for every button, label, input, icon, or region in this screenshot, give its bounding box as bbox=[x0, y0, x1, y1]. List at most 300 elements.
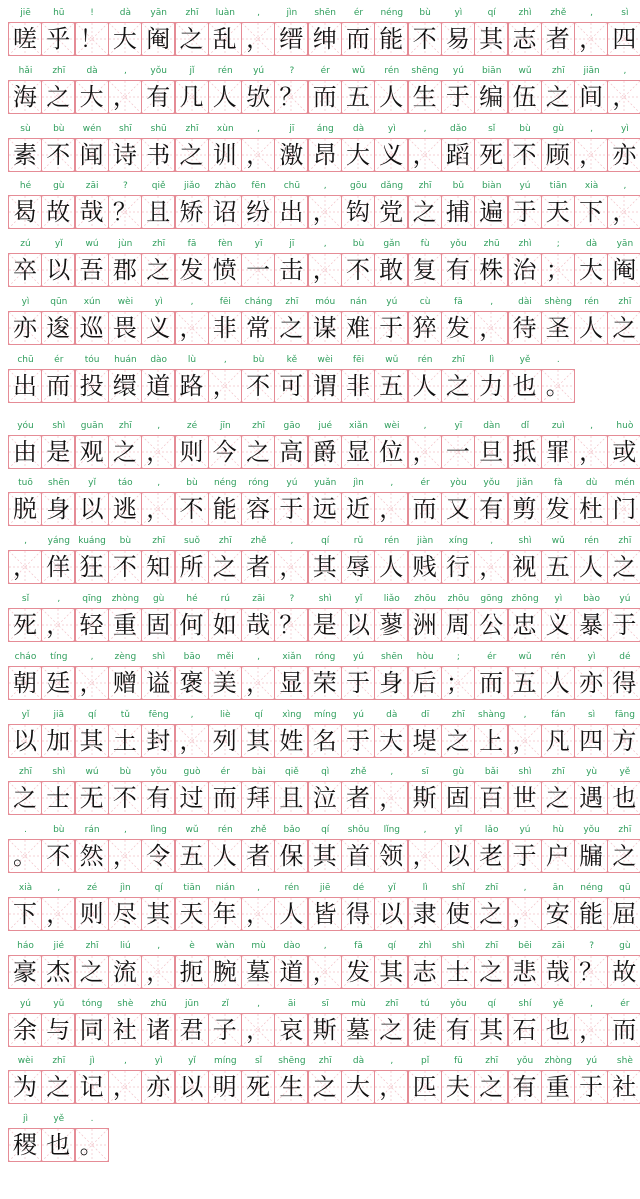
tianzige-grid-cell bbox=[341, 781, 375, 815]
pinyin-label: rén bbox=[384, 65, 400, 76]
hanzi-character: 豪 bbox=[13, 957, 37, 986]
hanzi-character: 哉 bbox=[246, 611, 271, 639]
pinyin-label: yǒu bbox=[150, 65, 167, 76]
pinyin-label: zhī bbox=[618, 825, 632, 836]
hanzi-character: 凡 bbox=[545, 726, 570, 755]
pinyin-label: qū bbox=[619, 883, 631, 893]
hanzi-character: 徒 bbox=[412, 1015, 437, 1044]
pinyin-label: fán bbox=[551, 709, 566, 720]
tianzige-grid-cell bbox=[241, 781, 275, 815]
pinyin-label: zhī bbox=[52, 65, 66, 76]
hanzi-character: 者 bbox=[545, 25, 570, 53]
hanzi-character: 遇 bbox=[579, 784, 604, 813]
hanzi-character: 为 bbox=[13, 1073, 37, 1102]
hanzi-character: 屈 bbox=[612, 900, 637, 928]
hanzi-character: 圣 bbox=[545, 314, 570, 342]
hanzi-character: 与 bbox=[46, 1015, 71, 1044]
pinyin-label: wǔ bbox=[518, 651, 532, 662]
hanzi-character: 之 bbox=[46, 1073, 71, 1102]
tianzige-grid-cell bbox=[274, 311, 308, 345]
hanzi-character: 不 bbox=[246, 371, 271, 400]
tianzige-grid-cell bbox=[208, 781, 242, 815]
tianzige-grid-cell bbox=[408, 1070, 442, 1104]
tianzige-grid-cell bbox=[508, 1013, 542, 1047]
hanzi-character: 易 bbox=[445, 25, 470, 53]
pinyin-label: wèi bbox=[384, 420, 400, 431]
tianzige-grid-cell bbox=[241, 311, 275, 345]
tianzige-grid-cell bbox=[341, 608, 375, 642]
pinyin-label: xíng bbox=[448, 536, 469, 547]
tianzige-grid-cell bbox=[141, 1070, 175, 1104]
hanzi-character: 志 bbox=[412, 957, 437, 986]
pinyin-label: bào bbox=[583, 594, 600, 604]
tianzige-grid-cell bbox=[341, 22, 375, 56]
tianzige-grid-cell bbox=[175, 839, 209, 873]
pinyin-label: ; bbox=[456, 651, 460, 662]
hanzi-character: ， bbox=[146, 495, 171, 524]
tianzige-grid-cell bbox=[41, 80, 75, 114]
pinyin-label: áng bbox=[316, 123, 334, 134]
tianzige-grid-cell bbox=[8, 839, 42, 873]
pinyin-label: bǎi bbox=[484, 767, 499, 778]
tianzige-grid-cell bbox=[141, 955, 175, 989]
hanzi-character: 能 bbox=[579, 900, 604, 928]
tianzige-grid-cell bbox=[341, 724, 375, 758]
hanzi-character: 美 bbox=[212, 668, 237, 697]
tianzige-grid-cell bbox=[474, 311, 508, 345]
hanzi-character: 辱 bbox=[346, 553, 370, 582]
hanzi-character: 其 bbox=[312, 842, 337, 871]
hanzi-character: 之 bbox=[212, 553, 237, 582]
tianzige-grid-cell bbox=[374, 80, 408, 114]
hanzi-character: 敢 bbox=[379, 256, 404, 285]
pinyin-label: jūn bbox=[185, 998, 199, 1009]
tianzige-grid-cell bbox=[441, 369, 475, 403]
pinyin-label: yú bbox=[519, 181, 531, 192]
pinyin-label: shèng bbox=[544, 297, 572, 307]
hanzi-character: 土 bbox=[112, 726, 137, 755]
tianzige-grid-cell bbox=[108, 435, 142, 469]
hanzi-character: ， bbox=[412, 437, 437, 466]
pinyin-label: néng bbox=[380, 8, 404, 18]
hanzi-character: 其 bbox=[246, 726, 271, 755]
pinyin-label: shì bbox=[52, 420, 66, 431]
tianzige-grid-cell bbox=[374, 22, 408, 56]
tianzige-grid-cell bbox=[508, 550, 542, 584]
hanzi-character: 然 bbox=[79, 842, 104, 871]
hanzi-character: 以 bbox=[379, 900, 404, 928]
hanzi-character: 泣 bbox=[312, 784, 337, 813]
hanzi-character: 皆 bbox=[312, 900, 337, 928]
pinyin-label: jùn bbox=[118, 239, 133, 250]
tianzige-grid-cell bbox=[208, 138, 242, 172]
pinyin-label: guò bbox=[183, 767, 201, 778]
hanzi-character: 远 bbox=[312, 495, 337, 524]
pinyin-label: shǒu bbox=[347, 825, 370, 836]
hanzi-character: 有 bbox=[445, 256, 470, 285]
hanzi-character: 闻 bbox=[79, 140, 104, 169]
tianzige-grid-cell bbox=[175, 369, 209, 403]
tianzige-grid-cell bbox=[607, 311, 640, 345]
pinyin-label: dà bbox=[352, 1056, 365, 1067]
pinyin-label: tíng bbox=[50, 651, 68, 662]
hanzi-character: 蹈 bbox=[445, 140, 470, 169]
tianzige-grid-cell bbox=[508, 311, 542, 345]
pinyin-label: yú bbox=[619, 594, 631, 604]
hanzi-character: 于 bbox=[512, 842, 537, 871]
tianzige-grid-cell bbox=[441, 724, 475, 758]
pinyin-label: rǔ bbox=[353, 536, 364, 547]
tianzige-grid-cell bbox=[341, 1013, 375, 1047]
hanzi-character: 发 bbox=[545, 495, 570, 524]
pinyin-label: cháo bbox=[14, 651, 37, 662]
pinyin-label: rén bbox=[584, 297, 599, 307]
hanzi-character: 门 bbox=[612, 495, 637, 524]
hanzi-character: ， bbox=[412, 842, 437, 871]
tianzige-grid-cell bbox=[175, 22, 209, 56]
pinyin-label: zhī bbox=[52, 1056, 66, 1067]
tianzige-grid-cell bbox=[508, 897, 542, 931]
pinyin-label: qūn bbox=[50, 297, 68, 307]
tianzige-grid-cell bbox=[574, 138, 608, 172]
hanzi-character: 素 bbox=[13, 140, 37, 169]
pinyin-label: jì bbox=[22, 1114, 28, 1125]
pinyin-label: qīng bbox=[82, 594, 102, 604]
hanzi-character: 拜 bbox=[246, 784, 271, 813]
hanzi-character: 人 bbox=[379, 82, 404, 111]
hanzi-character: 人 bbox=[412, 371, 437, 400]
pinyin-label: wàn bbox=[216, 940, 235, 951]
hanzi-character: 首 bbox=[346, 842, 370, 871]
pinyin-label: , bbox=[257, 998, 261, 1009]
pinyin-label: zé bbox=[86, 883, 98, 893]
tianzige-grid-cell bbox=[8, 955, 42, 989]
hanzi-character: 亦 bbox=[579, 668, 604, 697]
hanzi-character: 周 bbox=[445, 611, 470, 639]
hanzi-character: 发 bbox=[445, 314, 470, 342]
hanzi-character: 顾 bbox=[545, 140, 570, 169]
tianzige-grid-cell bbox=[41, 138, 75, 172]
hanzi-character: ， bbox=[579, 1015, 604, 1044]
pinyin-label: gōu bbox=[350, 181, 367, 192]
tianzige-grid-cell bbox=[607, 22, 640, 56]
pinyin-label: rén bbox=[584, 536, 599, 547]
hanzi-character: 者 bbox=[246, 553, 271, 582]
hanzi-character: 之 bbox=[79, 957, 104, 986]
tianzige-grid-cell bbox=[408, 369, 442, 403]
hanzi-character: ， bbox=[246, 140, 271, 169]
hanzi-character: 缙 bbox=[279, 25, 304, 53]
tianzige-grid-cell bbox=[308, 138, 342, 172]
tianzige-grid-cell bbox=[175, 1013, 209, 1047]
pinyin-label: yǐ bbox=[21, 709, 30, 720]
hanzi-character: 出 bbox=[13, 371, 37, 400]
hanzi-character: 非 bbox=[346, 371, 370, 400]
tianzige-grid-cell bbox=[175, 253, 209, 287]
hanzi-character: 下 bbox=[579, 198, 604, 227]
hanzi-character: 不 bbox=[179, 495, 204, 524]
tianzige-grid-cell bbox=[341, 897, 375, 931]
hanzi-character: 治 bbox=[512, 256, 537, 285]
hanzi-character: 年 bbox=[212, 900, 237, 928]
hanzi-character: 大 bbox=[379, 726, 404, 755]
hanzi-character: 之 bbox=[612, 553, 637, 582]
hanzi-character: 阉 bbox=[146, 25, 171, 53]
pinyin-label: yú bbox=[253, 65, 265, 76]
tianzige-grid-cell bbox=[41, 608, 75, 642]
tianzige-grid-cell bbox=[241, 608, 275, 642]
hanzi-character: 欤 bbox=[246, 82, 271, 111]
hanzi-character: ， bbox=[179, 726, 204, 755]
tianzige-grid-cell bbox=[175, 781, 209, 815]
hanzi-character: ， bbox=[512, 900, 537, 928]
tianzige-grid-cell bbox=[141, 724, 175, 758]
hanzi-character: 大 bbox=[79, 82, 104, 111]
tianzige-grid-cell bbox=[374, 138, 408, 172]
tianzige-grid-cell bbox=[208, 666, 242, 700]
tianzige-grid-cell bbox=[607, 1013, 640, 1047]
tianzige-grid-cell bbox=[508, 138, 542, 172]
hanzi-character: 五 bbox=[346, 82, 370, 111]
tianzige-grid-cell bbox=[241, 138, 275, 172]
pinyin-label: fū bbox=[453, 1056, 463, 1067]
tianzige-grid-cell bbox=[75, 22, 109, 56]
hanzi-character: 人 bbox=[212, 82, 237, 111]
hanzi-character: 五 bbox=[379, 371, 404, 400]
tianzige-grid-cell bbox=[607, 781, 640, 815]
pinyin-label: shì bbox=[152, 651, 166, 662]
tianzige-grid-cell bbox=[408, 22, 442, 56]
pinyin-label: suǒ bbox=[184, 536, 200, 547]
pinyin-label: , bbox=[590, 998, 594, 1009]
hanzi-character: 于 bbox=[512, 198, 537, 227]
tianzige-grid-cell bbox=[441, 550, 475, 584]
pinyin-label: , bbox=[123, 1056, 127, 1067]
pinyin-label: dà bbox=[352, 123, 365, 134]
tianzige-grid-cell bbox=[208, 897, 242, 931]
pinyin-label: dà bbox=[585, 239, 598, 250]
tianzige-grid-cell bbox=[574, 253, 608, 287]
pinyin-label: bǔ bbox=[452, 181, 465, 192]
pinyin-label: yě bbox=[552, 998, 564, 1009]
pinyin-label: zāi bbox=[551, 940, 565, 951]
pinyin-label: qí bbox=[387, 940, 396, 951]
tianzige-grid-cell bbox=[41, 492, 75, 526]
tianzige-grid-cell bbox=[574, 435, 608, 469]
pinyin-label: yì bbox=[587, 651, 596, 662]
pinyin-label: yī bbox=[254, 239, 263, 250]
pinyin-label: , bbox=[390, 1056, 394, 1067]
pinyin-label: zhī bbox=[152, 239, 166, 250]
tianzige-grid-cell bbox=[541, 724, 575, 758]
tianzige-grid-cell bbox=[607, 897, 640, 931]
tianzige-grid-cell bbox=[75, 1128, 109, 1162]
pinyin-label: dài bbox=[518, 297, 532, 307]
hanzi-character: 生 bbox=[412, 82, 437, 111]
pinyin-label: , bbox=[57, 594, 61, 604]
tianzige-grid-cell bbox=[341, 955, 375, 989]
pinyin-label: biàn bbox=[481, 181, 502, 192]
pinyin-label: yì bbox=[387, 123, 396, 134]
pinyin-label: jiē bbox=[319, 883, 331, 893]
hanzi-character: 也 bbox=[612, 784, 637, 813]
tianzige-grid-cell bbox=[208, 369, 242, 403]
hanzi-character: 之 bbox=[612, 314, 637, 342]
pinyin-label: qí bbox=[321, 825, 330, 836]
pinyin-label: xià bbox=[584, 181, 599, 192]
hanzi-character: 五 bbox=[179, 842, 204, 871]
tianzige-grid-cell bbox=[75, 608, 109, 642]
pinyin-label: dà bbox=[86, 65, 98, 76]
hanzi-character: 重 bbox=[112, 611, 137, 639]
pinyin-label: sī bbox=[421, 767, 429, 778]
pinyin-label: dào bbox=[150, 354, 168, 365]
hanzi-character: ， bbox=[246, 900, 271, 928]
hanzi-character: ？ bbox=[579, 957, 604, 986]
hanzi-character: 哉 bbox=[79, 198, 104, 227]
tianzige-grid-cell bbox=[474, 897, 508, 931]
tianzige-grid-cell bbox=[408, 138, 442, 172]
tianzige-grid-cell bbox=[274, 492, 308, 526]
pinyin-label: zhī bbox=[285, 297, 299, 307]
pinyin-label: qí bbox=[154, 883, 163, 893]
hanzi-character: 以 bbox=[445, 842, 470, 871]
pinyin-label: sì bbox=[621, 8, 629, 18]
hanzi-character: 下 bbox=[13, 900, 37, 928]
pinyin-label: . bbox=[24, 825, 27, 836]
tianzige-grid-cell bbox=[374, 492, 408, 526]
hanzi-character: 贱 bbox=[412, 553, 437, 582]
tianzige-grid-cell bbox=[574, 781, 608, 815]
pinyin-label: jiān bbox=[583, 65, 600, 76]
hanzi-character: 一 bbox=[445, 437, 470, 466]
pinyin-label: měi bbox=[216, 651, 234, 662]
tianzige-grid-cell bbox=[607, 138, 640, 172]
tianzige-grid-cell bbox=[374, 369, 408, 403]
tianzige-grid-cell bbox=[308, 955, 342, 989]
pinyin-label: tuō bbox=[18, 478, 33, 489]
pinyin-label: yú bbox=[352, 651, 365, 662]
pinyin-label: xìng bbox=[282, 709, 302, 720]
pinyin-label: yú bbox=[452, 65, 464, 76]
hanzi-character: 悲 bbox=[512, 957, 537, 986]
hanzi-character: 逃 bbox=[112, 495, 137, 524]
pinyin-label: cù bbox=[419, 297, 431, 307]
hanzi-character: 也 bbox=[46, 1131, 71, 1160]
tianzige-grid-cell bbox=[141, 781, 175, 815]
pinyin-label: jiàn bbox=[416, 536, 434, 547]
hanzi-character: ？ bbox=[279, 611, 304, 639]
tianzige-grid-cell bbox=[441, 22, 475, 56]
hanzi-character: 诗 bbox=[112, 140, 137, 169]
hanzi-character: 之 bbox=[412, 198, 437, 227]
hanzi-character: 所 bbox=[179, 553, 204, 582]
pinyin-label: hé bbox=[186, 594, 198, 604]
tianzige-grid-cell bbox=[175, 492, 209, 526]
tianzige-grid-cell bbox=[541, 897, 575, 931]
hanzi-character: 堤 bbox=[412, 726, 437, 755]
pinyin-label: yān bbox=[150, 8, 167, 18]
tianzige-grid-cell bbox=[341, 839, 375, 873]
pinyin-label: ér bbox=[353, 8, 364, 18]
pinyin-label: , bbox=[323, 940, 327, 951]
hanzi-character: ， bbox=[612, 82, 637, 111]
pinyin-label: huán bbox=[114, 354, 137, 365]
tianzige-grid-cell bbox=[175, 1070, 209, 1104]
tianzige-grid-cell bbox=[374, 311, 408, 345]
tianzige-grid-cell bbox=[408, 80, 442, 114]
hanzi-character: 得 bbox=[612, 668, 637, 697]
tianzige-grid-cell bbox=[408, 195, 442, 229]
hanzi-character: 人 bbox=[579, 553, 604, 582]
hanzi-character: 又 bbox=[445, 495, 470, 524]
hanzi-character: 身 bbox=[46, 495, 71, 524]
tianzige-grid-cell bbox=[8, 138, 42, 172]
pinyin-label: , bbox=[257, 8, 261, 18]
hanzi-character: 之 bbox=[46, 82, 71, 111]
pinyin-label: bù bbox=[119, 767, 132, 778]
hanzi-character: 世 bbox=[512, 784, 537, 813]
tianzige-grid-cell bbox=[8, 253, 42, 287]
pinyin-label: shī bbox=[118, 123, 132, 134]
tianzige-grid-cell bbox=[75, 955, 109, 989]
pinyin-label: wèi bbox=[317, 354, 333, 365]
pinyin-label: sǐ bbox=[21, 594, 30, 604]
hanzi-character: ， bbox=[112, 82, 137, 111]
pinyin-label: bù bbox=[119, 536, 132, 547]
hanzi-character: 昂 bbox=[312, 140, 337, 169]
pinyin-label: wǔ bbox=[185, 825, 199, 836]
hanzi-character: 哀 bbox=[279, 1015, 304, 1044]
tianzige-grid-cell bbox=[8, 1070, 42, 1104]
hanzi-character: ， bbox=[246, 25, 271, 53]
pinyin-label: jiā bbox=[53, 709, 65, 720]
pinyin-label: jiǎn bbox=[516, 478, 534, 489]
tianzige-grid-cell bbox=[175, 80, 209, 114]
hanzi-character: 则 bbox=[179, 437, 204, 466]
tianzige-grid-cell bbox=[41, 311, 75, 345]
hanzi-character: 社 bbox=[612, 1073, 637, 1102]
pinyin-label: fā bbox=[187, 239, 197, 250]
pinyin-label: gù bbox=[452, 767, 465, 778]
tianzige-grid-cell bbox=[607, 550, 640, 584]
tianzige-grid-cell bbox=[274, 1070, 308, 1104]
tianzige-grid-cell bbox=[208, 608, 242, 642]
pinyin-label: háo bbox=[17, 940, 34, 951]
tianzige-grid-cell bbox=[274, 724, 308, 758]
hanzi-character: 义 bbox=[146, 314, 171, 342]
tianzige-grid-cell bbox=[75, 781, 109, 815]
tianzige-grid-cell bbox=[175, 138, 209, 172]
tianzige-grid-cell bbox=[308, 195, 342, 229]
hanzi-character: 人 bbox=[379, 553, 404, 582]
hanzi-character: ， bbox=[79, 668, 104, 697]
pinyin-label: gù bbox=[619, 940, 631, 951]
hanzi-character: 人 bbox=[545, 668, 570, 697]
hanzi-character: 石 bbox=[512, 1015, 537, 1044]
hanzi-character: 视 bbox=[512, 553, 537, 582]
pinyin-label: gǎn bbox=[383, 239, 401, 250]
pinyin-label: zhī bbox=[185, 123, 199, 134]
tianzige-grid-cell bbox=[474, 839, 508, 873]
hanzi-character: 百 bbox=[479, 784, 504, 813]
pinyin-label: zhī bbox=[485, 883, 499, 893]
hanzi-character: 之 bbox=[479, 1073, 504, 1102]
tianzige-grid-cell bbox=[141, 253, 175, 287]
pinyin-label: ? bbox=[123, 181, 128, 192]
hanzi-character: 容 bbox=[246, 495, 271, 524]
tianzige-grid-cell bbox=[241, 195, 275, 229]
